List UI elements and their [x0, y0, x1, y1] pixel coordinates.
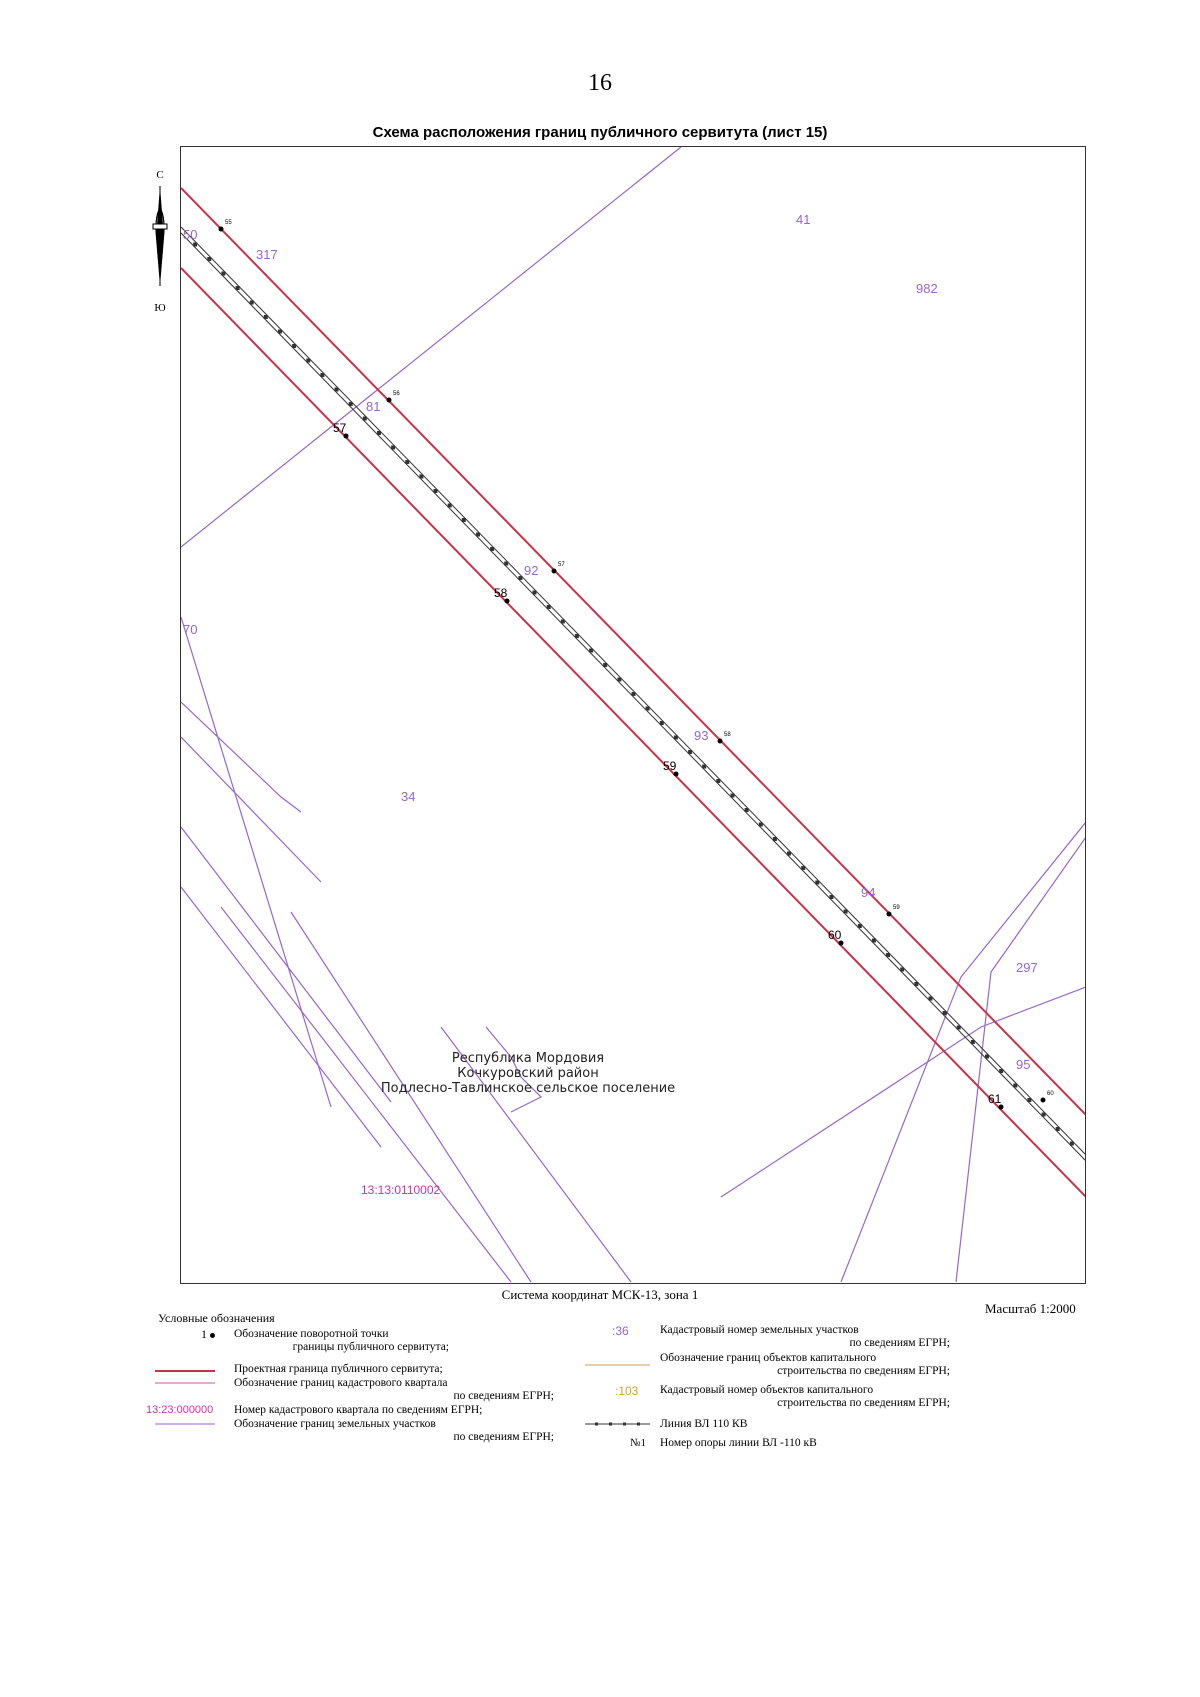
power-line-tick	[858, 924, 862, 928]
legend-capital-number: Кадастровый номер объектов капитального строительства по сведениям ЕГРН;	[660, 1384, 950, 1409]
coord-system: Система координат МСК-13, зона 1	[501, 1287, 699, 1302]
power-line-tick	[830, 895, 834, 899]
parcel-boundary-line	[181, 617, 331, 1107]
parcel-boundary-line	[721, 987, 1086, 1197]
turning-point-label: 60	[1047, 1091, 1054, 1097]
power-line-tick	[787, 852, 791, 856]
power-line-tick	[561, 620, 565, 624]
legend-quarter-number-symbol: 13:23:000000	[146, 1404, 214, 1416]
power-line-tick	[1070, 1142, 1074, 1146]
parcel-label: 81	[366, 399, 381, 414]
parcel-boundary-line	[291, 912, 531, 1282]
power-line-tick	[957, 1026, 961, 1030]
power-line-tick	[773, 837, 777, 841]
parcel-label: 317	[256, 247, 278, 262]
legend-power-line: Линия ВЛ 110 КВ	[660, 1418, 748, 1430]
power-line-tick	[504, 562, 508, 566]
parcel-label: 297	[1016, 960, 1038, 975]
power-line-tick	[462, 518, 466, 522]
power-line-tick	[335, 388, 339, 392]
turning-point-marker	[718, 739, 723, 744]
power-line-tick	[518, 576, 522, 580]
turning-point-label: 59	[893, 905, 900, 911]
power-line-tick	[688, 750, 692, 754]
power-line-tick	[872, 939, 876, 943]
power-line-tick	[716, 779, 720, 783]
power-line-tick	[405, 460, 409, 464]
turning-point-marker	[887, 912, 892, 917]
parcel-boundary-line	[181, 827, 391, 1102]
parcel-label: 41	[796, 212, 811, 227]
legend-quarter-boundary: Обозначение границ кадастрового квартала по сведениям ЕГРН;	[234, 1377, 554, 1402]
power-line-tick	[943, 1011, 947, 1015]
power-line-tick	[674, 736, 678, 740]
power-line-tick	[278, 330, 282, 334]
turning-points	[219, 220, 1055, 1103]
parcel-label: 92	[524, 563, 539, 578]
power-line-tick	[363, 417, 367, 421]
region-name: Республика Мордовия	[451, 1051, 605, 1066]
power-line-tick	[349, 402, 353, 406]
legend-pole-number-symbol: №1	[630, 1437, 646, 1449]
legend-parcel-boundary-symbol	[155, 1422, 215, 1426]
parcel-label: 70	[183, 622, 198, 637]
parcel-label: 93	[694, 728, 709, 743]
map-canvas	[181, 147, 1086, 1284]
power-line-tick	[575, 634, 579, 638]
region-text	[381, 1051, 675, 1096]
power-line-tick	[745, 808, 749, 812]
power-line-wire	[181, 233, 1086, 1161]
power-line-tick	[844, 910, 848, 914]
pole-label: 57	[333, 421, 347, 435]
settlement-name: Подлесно-Тавлинское сельское поселение	[380, 1081, 676, 1096]
legend-quarter-number: Номер кадастрового квартала по сведениям ЕГРН;	[234, 1404, 483, 1416]
pole-label: 61	[988, 1092, 1002, 1106]
legend-parcel-number: Кадастровый номер земельных участков по сведениям ЕГРН;	[660, 1324, 950, 1349]
power-line-tick	[759, 823, 763, 827]
power-line-tick	[193, 243, 197, 247]
power-line-tick	[207, 257, 211, 261]
power-line-tick	[731, 794, 735, 798]
turning-point-label: 55	[225, 220, 232, 226]
servitude-boundary-north	[181, 188, 1086, 1115]
map-frame	[180, 146, 1086, 1284]
power-line-tick	[603, 663, 607, 667]
legend-title: Условные обозначения	[158, 1311, 275, 1325]
map-title: Схема расположения границ публичного сервитута (лист 15)	[372, 124, 828, 141]
legend-turning-point: Обозначение поворотной точки границы публичного сервитута;	[234, 1328, 449, 1353]
power-line-tick	[914, 982, 918, 986]
power-line-tick	[221, 272, 225, 276]
power-line-wire	[181, 227, 1086, 1155]
power-line-tick	[320, 373, 324, 377]
power-line-tick	[702, 765, 706, 769]
turning-point-label: 58	[724, 732, 731, 738]
power-line-tick	[1042, 1113, 1046, 1117]
legend-parcel-boundary: Обозначение границ земельных участков по сведениям ЕГРН;	[234, 1418, 554, 1443]
legend-capital-boundary-symbol	[585, 1363, 650, 1367]
parcel-boundary-line	[181, 702, 301, 812]
power-line-tick	[434, 489, 438, 493]
district-name: Кочкуровский район	[457, 1066, 599, 1081]
power-line-tick	[900, 968, 904, 972]
legend-quarter-boundary-symbol	[155, 1381, 215, 1385]
power-line-tick	[632, 692, 636, 696]
parcel-boundary-line	[181, 887, 381, 1147]
power-line-tick	[617, 678, 621, 682]
power-line-tick	[264, 315, 268, 319]
parcel-label: 94	[861, 885, 876, 900]
power-line-tick	[547, 605, 551, 609]
turning-point-label: 56	[393, 391, 400, 397]
power-line-tick	[1027, 1098, 1031, 1102]
power-line-tick	[1013, 1084, 1017, 1088]
quarter-number: 13:13:0110002	[361, 1183, 441, 1197]
power-line-tick	[250, 301, 254, 305]
power-line-tick	[815, 881, 819, 885]
legend-parcel-number-symbol: :36	[612, 1324, 629, 1338]
pole-label: 60	[828, 928, 842, 942]
north-label: С	[156, 169, 164, 181]
turning-point-marker	[552, 569, 557, 574]
power-line-tick	[589, 649, 593, 653]
turning-point-marker	[387, 398, 392, 403]
power-line-tick	[292, 344, 296, 348]
power-line-tick	[985, 1055, 989, 1059]
power-line-tick	[236, 286, 240, 290]
power-line-tick	[306, 359, 310, 363]
power-line-tick	[646, 707, 650, 711]
north-arrow-icon	[146, 168, 174, 318]
parcel-label: 34	[401, 789, 416, 804]
parcel-label: 982	[916, 281, 938, 296]
power-line-tick	[419, 475, 423, 479]
legend-capital-number-symbol: :103	[615, 1384, 639, 1398]
legend-capital-boundary: Обозначение границ объектов капитального строительства по сведениям ЕГРН;	[660, 1352, 950, 1377]
servitude-boundary-south	[181, 268, 1086, 1197]
turning-point-label: 57	[558, 562, 565, 568]
parcel-boundary-line	[181, 737, 321, 882]
power-line-tick	[660, 721, 664, 725]
power-line-tick	[929, 997, 933, 1001]
power-line-tick	[533, 591, 537, 595]
legend-power-line-symbol	[585, 1421, 650, 1427]
parcel-boundaries	[181, 147, 1086, 1282]
parcel-label: 95	[1016, 1057, 1031, 1072]
parcel-label: 50	[183, 227, 198, 242]
pole-label: 59	[663, 759, 677, 773]
power-line-tick	[971, 1040, 975, 1044]
page-number: 16	[588, 70, 612, 96]
power-line-tick	[1056, 1127, 1060, 1131]
power-line-tick	[801, 866, 805, 870]
power-line-tick	[391, 446, 395, 450]
legend-pole-number: Номер опоры линии ВЛ -110 кВ	[660, 1437, 817, 1449]
power-line-ticks	[193, 243, 1074, 1146]
parcel-boundary-line	[181, 147, 681, 547]
turning-point-marker	[1041, 1098, 1046, 1103]
legend-servitude-symbol	[155, 1368, 215, 1374]
pole-label: 58	[494, 586, 508, 600]
power-line-tick	[448, 504, 452, 508]
legend-turning-point-symbol: 1	[201, 1327, 215, 1342]
power-line-tick	[490, 547, 494, 551]
power-line-tick	[999, 1069, 1003, 1073]
power-line-tick	[886, 953, 890, 957]
south-label: Ю	[154, 302, 166, 314]
turning-point-marker	[219, 227, 224, 232]
scale: Масштаб 1:2000	[985, 1301, 1076, 1316]
power-line-tick	[377, 431, 381, 435]
pole-points	[333, 421, 1004, 1110]
legend-servitude: Проектная граница публичного сервитута;	[234, 1363, 443, 1375]
power-line-tick	[476, 533, 480, 537]
